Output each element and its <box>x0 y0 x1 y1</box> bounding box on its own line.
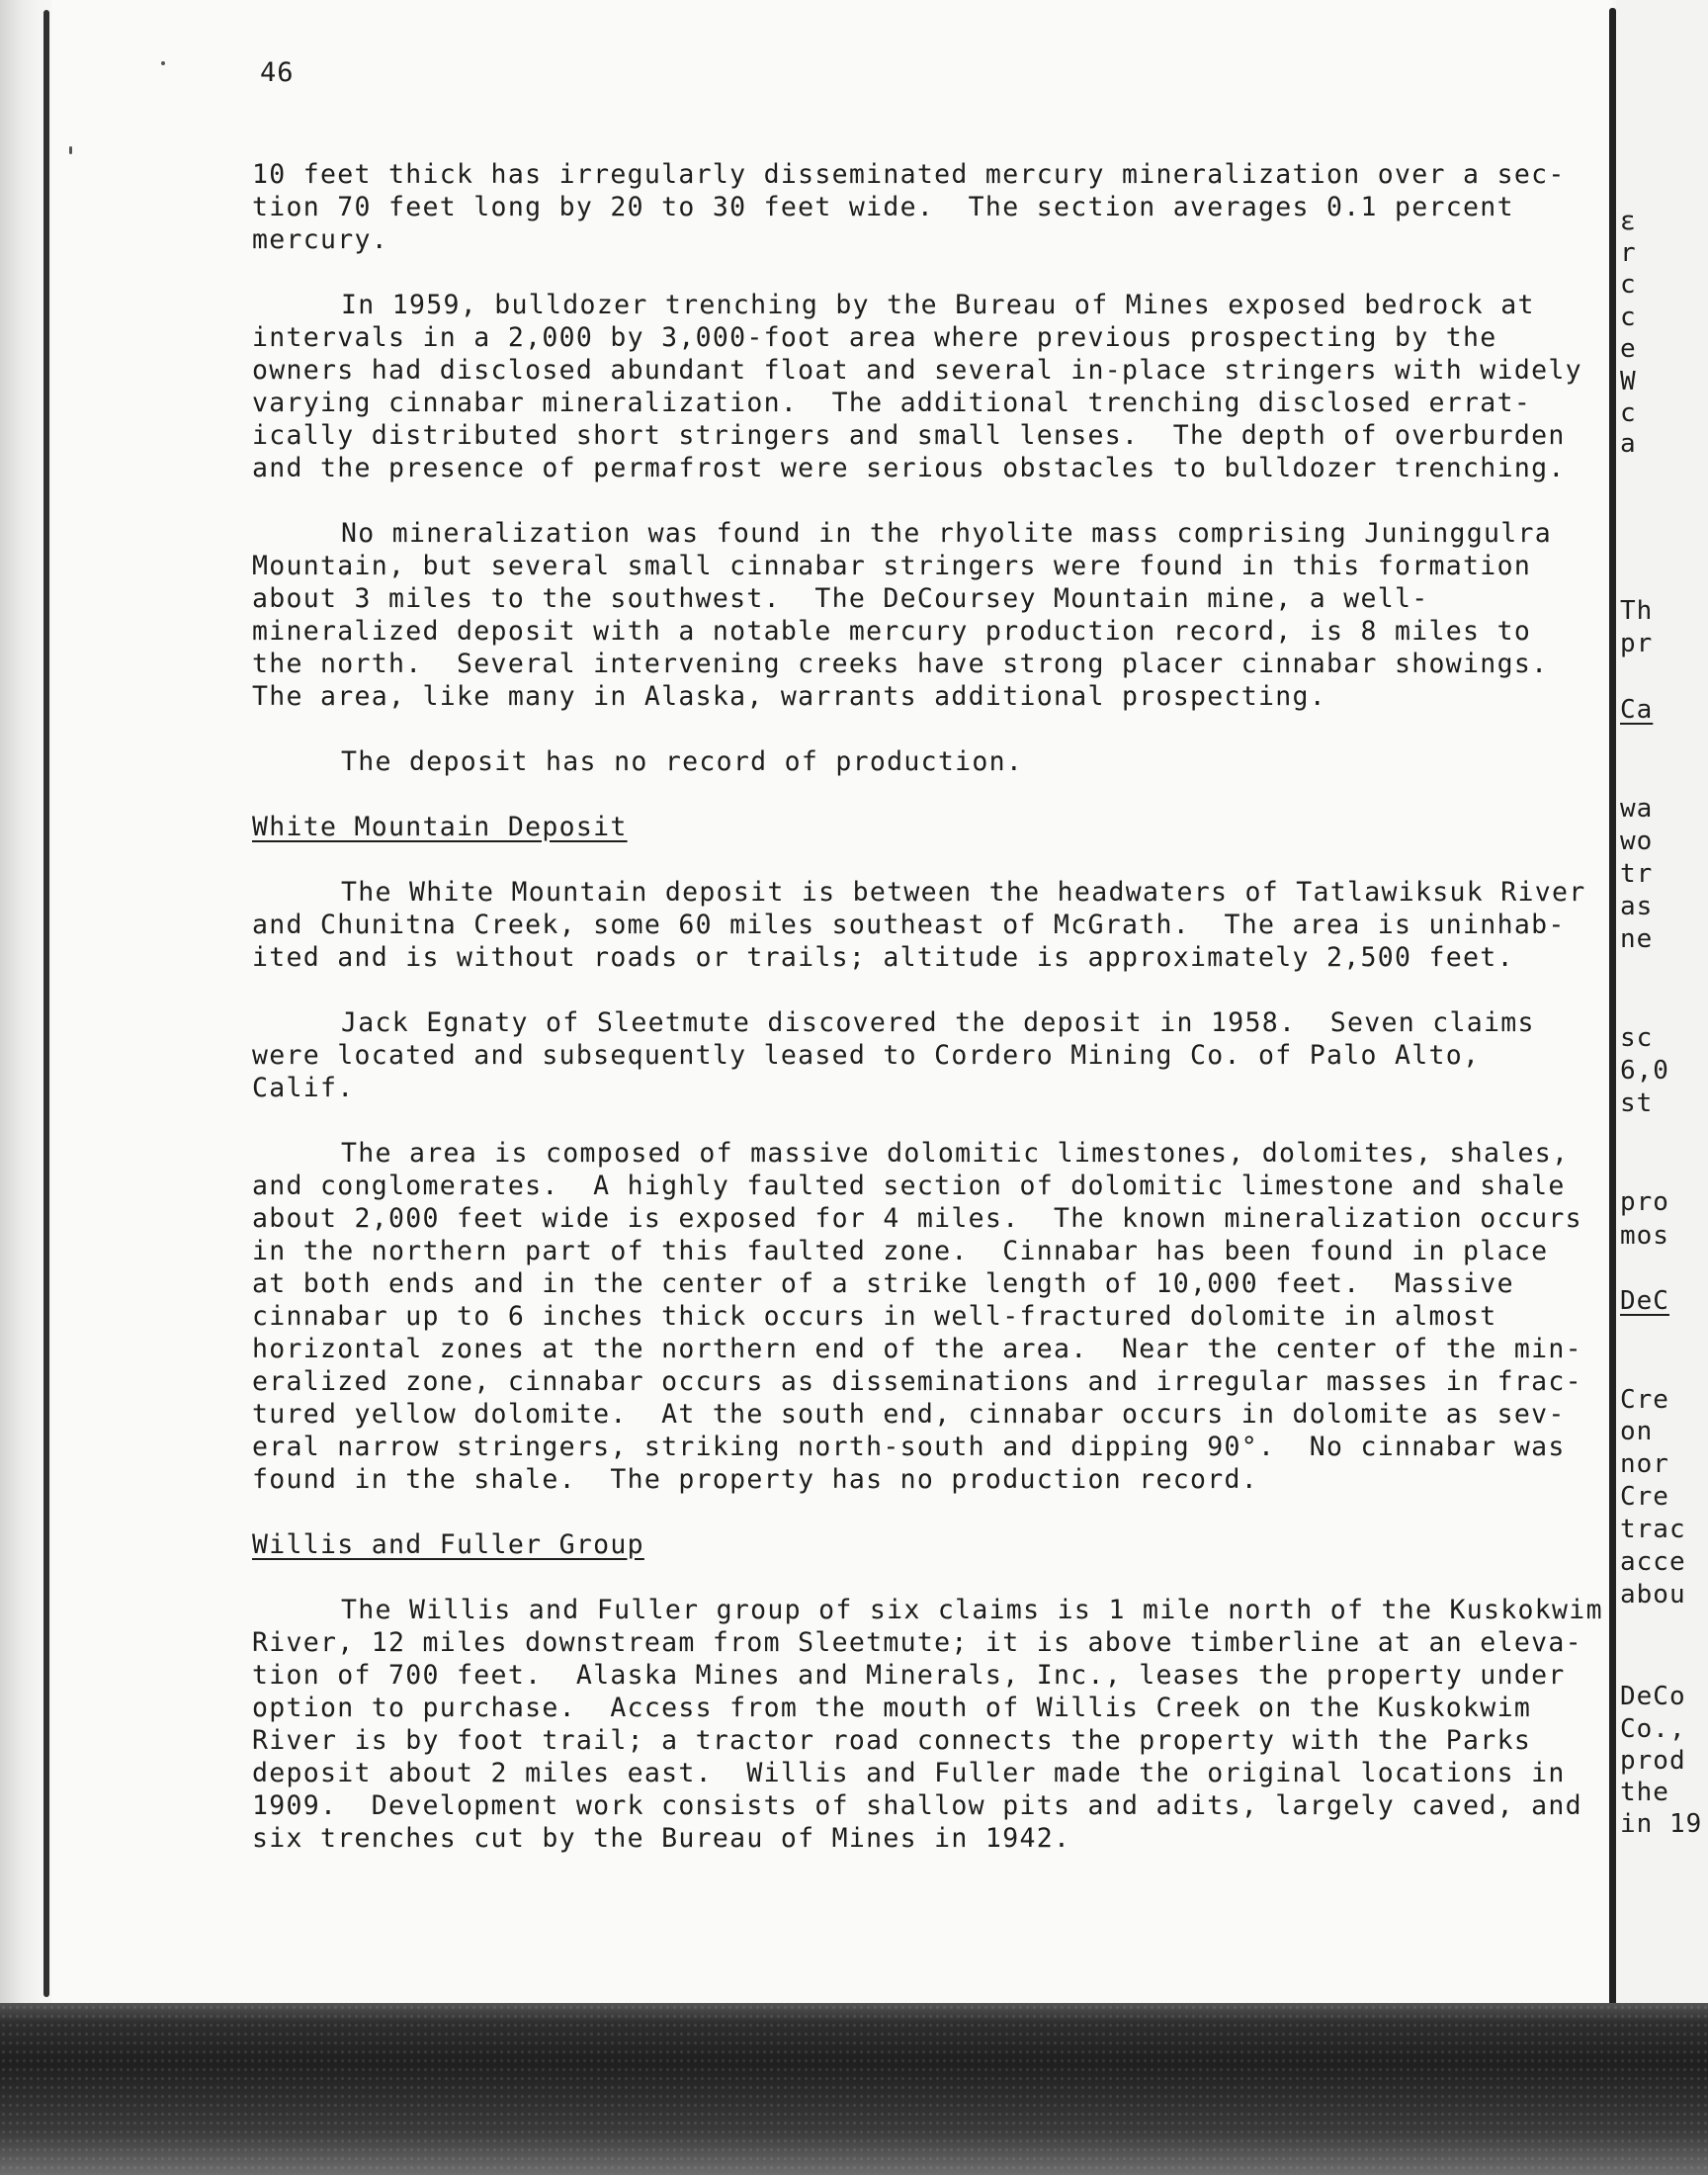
text-line: The area, like many in Alaska, warrants additional prospecting. <box>252 681 1327 712</box>
margin-fragment: acce <box>1620 1547 1686 1577</box>
text-line: deposit about 2 miles east. Willis and Fuller made the original locations in <box>252 1758 1566 1788</box>
text-line: eral narrow stringers, striking north-south and dipping 90°. No cinnabar was <box>252 1432 1566 1462</box>
paragraph <box>252 289 1606 484</box>
margin-fragment: tr <box>1620 859 1654 889</box>
text-line: ically distributed short stringers and small lenses. The depth of overburden <box>252 420 1566 451</box>
margin-fragment: st <box>1620 1088 1654 1118</box>
text-line: eralized zone, cinnabar occurs as disseminations and irregular masses in frac- <box>252 1366 1582 1397</box>
margin-fragment: mos <box>1620 1221 1669 1251</box>
margin-fragment: the <box>1620 1778 1669 1807</box>
text-line: River, 12 miles downstream from Sleetmute; it is above timberline at an eleva- <box>252 1627 1582 1658</box>
paragraph <box>252 876 1606 974</box>
page-number: 46 <box>260 57 295 88</box>
margin-fragment: e <box>1620 334 1637 364</box>
margin-fragment: ne <box>1620 924 1654 954</box>
text-line: about 2,000 feet wide is exposed for 4 miles. The known mineralization occurs <box>252 1203 1582 1234</box>
text-line: the north. Several intervening creeks have strong placer cinnabar showings. <box>252 649 1549 679</box>
text-line: owners had disclosed abundant float and several in-place stringers with widely <box>252 355 1582 386</box>
text-line: The area is composed of massive dolomitic limestones, dolomites, shales, <box>341 1138 1570 1169</box>
paragraph <box>252 1006 1606 1104</box>
margin-fragment: c <box>1620 270 1637 300</box>
text-line: and conglomerates. A highly faulted section of dolomitic limestone and shale <box>252 1171 1566 1201</box>
text-line: Mountain, but several small cinnabar stringers were found in this formation <box>252 551 1532 581</box>
margin-fragment: a <box>1620 429 1637 459</box>
margin-fragment: in 19 <box>1620 1809 1703 1839</box>
paragraph <box>252 745 1606 778</box>
text-line: found in the shale. The property has no production record. <box>252 1464 1259 1495</box>
margin-fragment: DeCo <box>1620 1682 1686 1711</box>
text-line: varying cinnabar mineralization. The additional trenching disclosed errat- <box>252 388 1532 418</box>
margin-fragment: abou <box>1620 1580 1686 1610</box>
text-line: The Willis and Fuller group of six claims is 1 mile north of the Kuskokwim <box>341 1595 1603 1625</box>
margin-fragment: DeC <box>1620 1286 1669 1316</box>
text-line: option to purchase. Access from the mouth of Willis Creek on the Kuskokwim <box>252 1693 1532 1723</box>
text-line: at both ends and in the center of a strike length of 10,000 feet. Massive <box>252 1268 1514 1299</box>
margin-fragment: pro <box>1620 1187 1669 1217</box>
text-line: tion 70 feet long by 20 to 30 feet wide. The section averages 0.1 percent <box>252 192 1514 222</box>
text-line: were located and subsequently leased to Cordero Mining Co. of Palo Alto, <box>252 1040 1481 1071</box>
text-line: mercury. <box>252 224 389 255</box>
right-binding-line <box>1609 8 1616 2015</box>
paragraph <box>252 158 1606 256</box>
margin-fragment: nor <box>1620 1449 1669 1479</box>
margin-fragment: c <box>1620 398 1637 428</box>
text-line: and Chunitna Creek, some 60 miles southeast of McGrath. The area is uninhab- <box>252 910 1566 940</box>
scan-speck <box>161 61 165 65</box>
margin-fragment: prod <box>1620 1746 1686 1776</box>
left-binding-line <box>43 10 49 1997</box>
margin-fragment: Th <box>1620 596 1654 626</box>
text-line: 10 feet thick has irregularly disseminated mercury mineralization over a sec- <box>252 159 1566 190</box>
margin-fragment: Cre <box>1620 1482 1669 1512</box>
paragraph <box>252 1137 1606 1496</box>
text-line: in the northern part of this faulted zone. Cinnabar has been found in place <box>252 1236 1549 1266</box>
text-line: The deposit has no record of production. <box>341 746 1024 777</box>
margin-fragment: wo <box>1620 826 1654 856</box>
scan-bottom-noise <box>0 2003 1708 2175</box>
margin-fragment: c <box>1620 303 1637 332</box>
text-line: horizontal zones at the northern end of the area. Near the center of the min- <box>252 1334 1582 1364</box>
margin-fragment: pr <box>1620 629 1654 658</box>
text-line: The White Mountain deposit is between the headwaters of Tatlawiksuk River <box>341 877 1586 908</box>
scan-speck <box>69 146 72 154</box>
text-line: cinnabar up to 6 inches thick occurs in well-fractured dolomite in almost <box>252 1301 1497 1332</box>
text-line: In 1959, bulldozer trenching by the Bureau of Mines exposed bedrock at <box>341 290 1535 320</box>
margin-fragment: on <box>1620 1417 1654 1446</box>
adjacent-page-margin <box>1616 0 1708 2017</box>
text-line: 1909. Development work consists of shallow pits and adits, largely caved, and <box>252 1790 1582 1821</box>
text-line: and the presence of permafrost were serious obstacles to bulldozer trenching. <box>252 453 1566 483</box>
text-line: intervals in a 2,000 by 3,000-foot area where previous prospecting by the <box>252 322 1497 353</box>
text-line: ited and is without roads or trails; altitude is approximately 2,500 feet. <box>252 942 1514 973</box>
text-line: Calif. <box>252 1073 355 1103</box>
margin-fragment: sc <box>1620 1023 1654 1053</box>
text-line: six trenches cut by the Bureau of Mines in 1942. <box>252 1823 1071 1854</box>
section-heading: White Mountain Deposit <box>252 812 628 842</box>
section-heading: Willis and Fuller Group <box>252 1529 644 1560</box>
margin-fragment: W <box>1620 367 1637 396</box>
margin-fragment: Co., <box>1620 1714 1686 1744</box>
margin-fragment: r <box>1620 238 1637 268</box>
document-body <box>252 158 1606 1887</box>
margin-fragment: trac <box>1620 1515 1686 1544</box>
margin-fragment: 6,0 <box>1620 1056 1669 1086</box>
text-line: tured yellow dolomite. At the south end, cinnabar occurs in dolomite as sev- <box>252 1399 1566 1430</box>
margin-fragment: ε <box>1620 207 1637 236</box>
margin-fragment: as <box>1620 892 1654 921</box>
text-line: about 3 miles to the southwest. The DeCoursey Mountain mine, a well- <box>252 583 1429 614</box>
margin-fragment: wa <box>1620 794 1654 824</box>
text-line: Jack Egnaty of Sleetmute discovered the deposit in 1958. Seven claims <box>341 1007 1535 1038</box>
margin-fragment: Ca <box>1620 695 1654 725</box>
paragraph <box>252 1594 1606 1855</box>
paragraph <box>252 517 1606 713</box>
margin-fragment: Cre <box>1620 1385 1669 1415</box>
text-line: mineralized deposit with a notable mercury production record, is 8 miles to <box>252 616 1532 647</box>
text-line: River is by foot trail; a tractor road connects the property with the Parks <box>252 1725 1532 1756</box>
text-line: tion of 700 feet. Alaska Mines and Minerals, Inc., leases the property under <box>252 1660 1566 1691</box>
text-line: No mineralization was found in the rhyolite mass comprising Juninggulra <box>341 518 1553 549</box>
